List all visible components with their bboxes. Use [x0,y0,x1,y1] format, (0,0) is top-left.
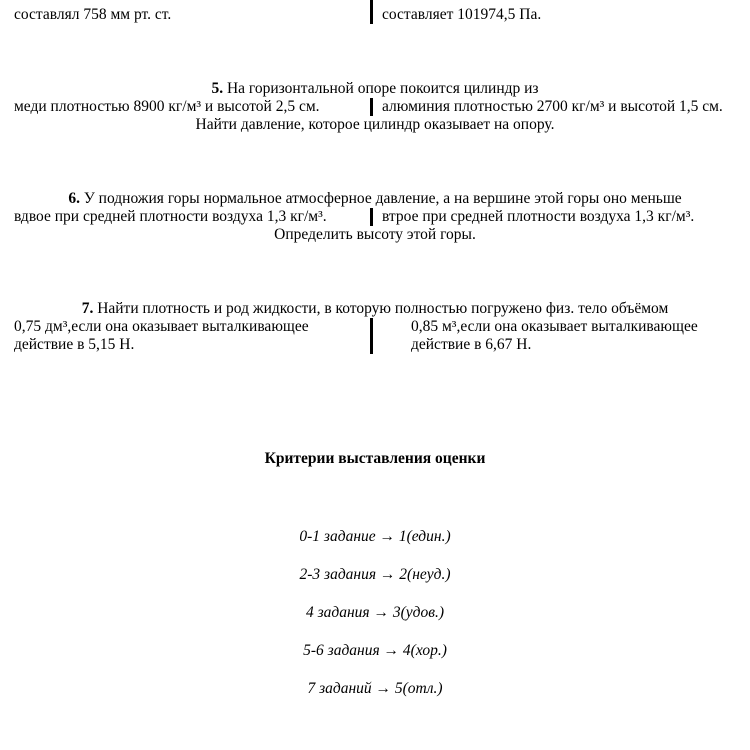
problem-7-right-variant [373,318,736,354]
problem-number: 7. [81,300,94,317]
problem-5-outro-line: Найти давление, которое цилиндр оказывает на опору. [195,116,555,133]
criteria-item: 7 заданий → 5(отл.) [307,680,443,697]
criteria-item: 5-6 задания → 4(хор.) [303,642,447,659]
problem-7-right-line2: действие в 6,67 Н. [411,336,532,353]
problem-intro: На горизонтальной опоре покоится цилиндр из [226,80,539,97]
problem-intro: У подножия горы нормальное атмосферное давление, а на вершине этой горы оно меньше [83,190,682,207]
problem-7-left-line1: 0,75 дм³,если она оказывает выталкивающее [14,318,309,335]
problem-number: 6. [68,190,80,207]
problem-5-variants-row [14,98,736,116]
problem-7-variants-row [14,318,736,354]
problem-number: 5. [211,80,224,97]
problem-5-intro-line [14,80,736,98]
problem-intro: Найти плотность и род жидкости, в которую полностью погружено физ. тело объёмом [97,300,669,317]
problem-5-left-variant: меди плотностью 8900 кг/м³ и высотой 2,5 см. [14,98,320,115]
problem-6-left-variant: вдвое при средней плотности воздуха 1,3 кг/м³. [14,208,327,225]
criteria-list [14,528,736,698]
criteria-title: Критерии выставления оценки [264,450,486,467]
criteria-item: 0-1 задание → 1(един.) [299,528,451,545]
problem-6-variants-row [14,208,736,226]
problem-6-right-variant: втрое при средней плотности воздуха 1,3 кг/м³. [382,208,695,225]
header-left-variant: составлял 758 мм рт. ст. [14,6,172,23]
problem-5 [14,80,736,134]
problem-6-intro-line [14,190,736,208]
criteria-item: 2-3 задания → 2(неуд.) [299,566,451,583]
problem-7-left-variant [14,318,370,354]
criteria-item: 4 задания → 3(удов.) [305,604,444,621]
problem-7-right-line1: 0,85 м³,если она оказывает выталкивающее [411,318,698,335]
problem-7 [14,300,736,354]
header-row [14,0,736,24]
problem-6 [14,190,736,244]
header-right-variant: составляет 101974,5 Па. [382,6,542,23]
problem-5-right-variant: алюминия плотностью 2700 кг/м³ и высотой 1,5 см. [382,98,723,115]
problem-7-intro-line [14,300,736,318]
problem-6-outro-line: Определить высоту этой горы. [274,226,476,243]
problem-7-left-line2: действие в 5,15 Н. [14,336,135,353]
